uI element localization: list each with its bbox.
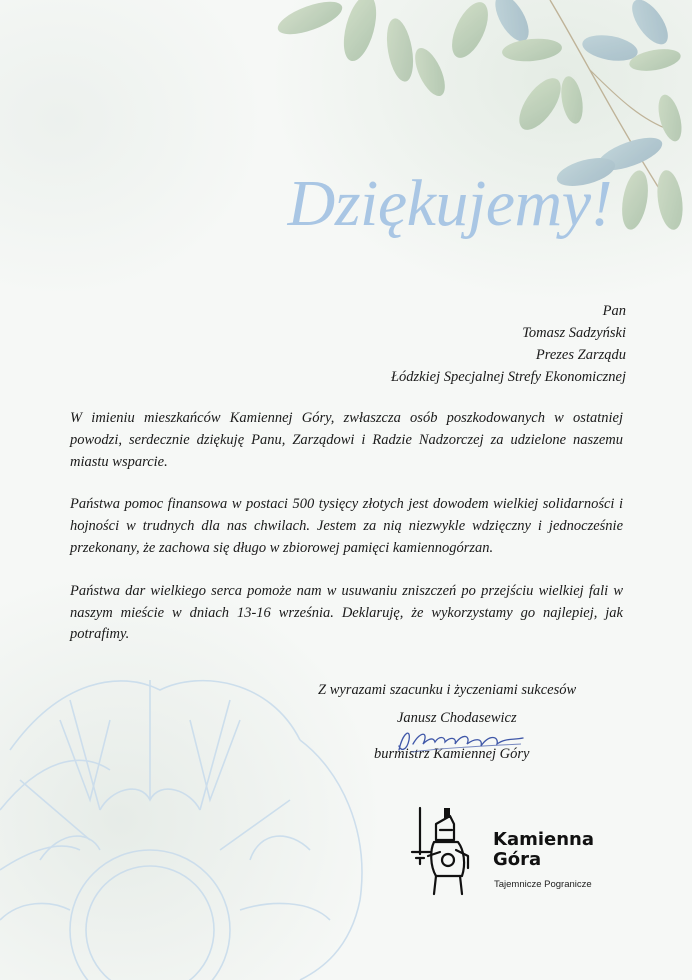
letter-paragraph: W imieniu mieszkańców Kamiennej Góry, zwłaszcza osób poszkodowanych w ostatniej powodzi, serdecznie dziękuję Panu, Zarządowi i Radzie Nadzorczej za udzielone naszemu miastu wsparcie. bbox=[70, 410, 623, 470]
mandala-decoration bbox=[0, 660, 380, 980]
letter-body bbox=[70, 408, 623, 667]
knight-icon bbox=[406, 806, 478, 896]
closing-regards: Z wyrazami szacunku i życzeniami sukcesów bbox=[318, 682, 577, 698]
handwritten-signature bbox=[393, 722, 533, 758]
recipient-position: Prezes Zarządu bbox=[535, 347, 626, 363]
letter-paragraph: Państwa pomoc finansowa w postaci 500 tysięcy złotych jest dowodem wielkiej solidarności i hojności w trudnych dla nas chwilach. Jestem za nią niezwykle wdzięczny i jednocześnie przekonany, że zachowa się długo w zbiorowej pamięci kamiennogórzan. bbox=[70, 496, 623, 556]
thank-you-heading: Dziękujemy! bbox=[287, 167, 612, 240]
letter-paragraph: Państwa dar wielkiego serca pomoże nam w usuwaniu zniszczeń po przejściu wielkiej fali w naszym mieście w dniach 13-16 września. Deklaruję, że wykorzystamy go najlepiej, jak potrafimy. bbox=[70, 582, 623, 643]
recipient-salutation: Pan bbox=[602, 303, 626, 319]
recipient-name: Tomasz Sadzyński bbox=[522, 325, 626, 341]
recipient-block bbox=[391, 300, 626, 388]
logo-tagline: Tajemnicze Pogranicze bbox=[494, 879, 592, 890]
logo-name-line2: Góra bbox=[493, 849, 542, 870]
logo-wordmark bbox=[493, 830, 594, 870]
recipient-organization: Łódzkiej Specjalnej Strefy Ekonomicznej bbox=[390, 369, 626, 385]
signatory-name: Janusz Chodasewicz bbox=[397, 710, 517, 726]
city-logo bbox=[406, 806, 626, 896]
signatory-title: burmistrz Kamiennej Góry bbox=[374, 746, 530, 762]
logo-name-line1: Kamienna bbox=[493, 829, 595, 850]
